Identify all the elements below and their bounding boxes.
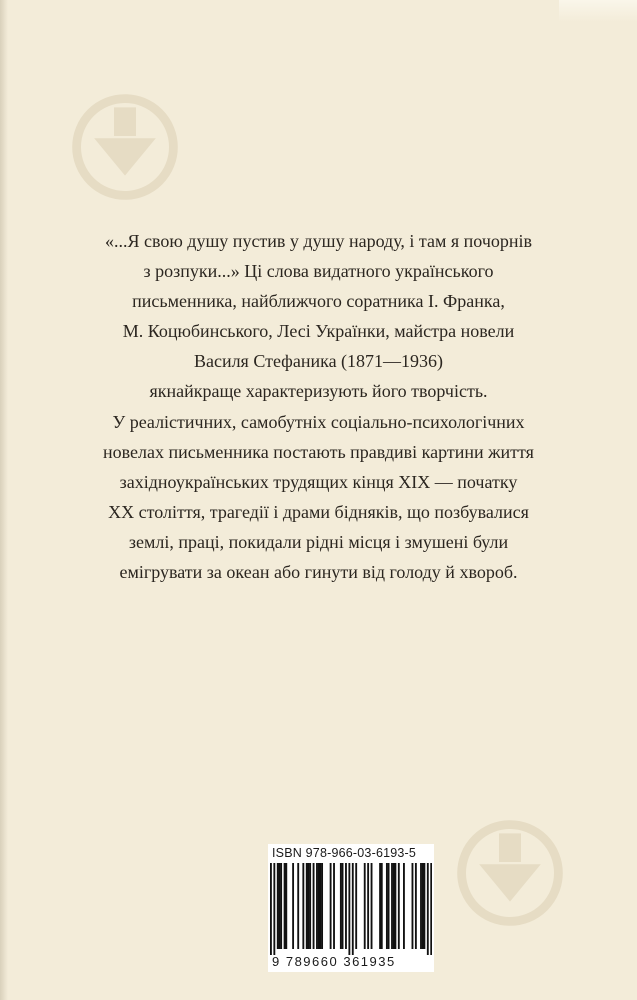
- barcode-bar: [270, 863, 272, 955]
- barcode-bar: [348, 863, 350, 955]
- blurb-line: М. Коцюбинського, Лесі Українки, майстра новели: [122, 321, 515, 342]
- barcode-bar: [277, 863, 279, 949]
- barcode-bar: [318, 863, 320, 949]
- barcode-bar: [381, 863, 383, 949]
- watermark-download-icon: [70, 92, 180, 202]
- paper-corner: [559, 0, 637, 22]
- barcode-bar: [306, 863, 308, 949]
- barcode-bar: [364, 863, 366, 949]
- barcode-bar: [340, 863, 342, 949]
- blurb-line: У реалістичних, самобутніх соціально-психологічних: [112, 411, 525, 432]
- barcode-bar: [280, 863, 282, 949]
- barcode-bar: [297, 863, 299, 949]
- barcode-bar: [422, 863, 424, 949]
- barcode-bar: [427, 863, 429, 955]
- barcode-digits: 9 789660 361935: [272, 954, 396, 969]
- barcode-bar: [367, 863, 369, 949]
- blurb-line: емігрувати за океан або гинути від голоду й хвороб.: [119, 562, 518, 583]
- barcode-bar: [388, 863, 390, 949]
- barcode-bar: [308, 863, 310, 949]
- barcode-bar: [345, 863, 347, 949]
- barcode-bar: [316, 863, 318, 949]
- barcode-bar: [393, 863, 395, 949]
- blurb-line: новелах письменника постають правдиві картини життя: [103, 441, 534, 462]
- barcode-bar: [319, 863, 321, 949]
- barcode-bar: [423, 863, 425, 949]
- barcode-bar: [313, 863, 315, 949]
- blurb-line: західноукраїнських трудящих кінця XIX — початку: [119, 471, 518, 492]
- blurb-line: якнайкраще характеризують його творчість.: [149, 381, 488, 402]
- barcode-bar: [430, 863, 432, 955]
- barcode-bar: [403, 863, 405, 949]
- blurb-line: з розпуки...» Ці слова видатного українського: [143, 261, 494, 282]
- barcode-bar: [394, 863, 396, 949]
- barcode-bar: [386, 863, 388, 949]
- barcode-bar: [420, 863, 422, 949]
- blurb-line: письменника, найближчого соратника І. Франка,: [132, 291, 505, 312]
- barcode-bar: [284, 863, 286, 949]
- blurb-line: XX століття, трагедії і драми бідняків, що позбувалися: [108, 501, 529, 522]
- isbn-label: ISBN 978-966-03-6193-5: [272, 846, 417, 860]
- barcode-bar: [352, 863, 354, 955]
- barcode-bar: [279, 863, 281, 949]
- barcode-bars: [270, 863, 432, 955]
- blurb-line: «...Я свою душу пустив у душу народу, і там я почорнів: [104, 231, 533, 251]
- barcode-bar: [371, 863, 373, 949]
- barcode-bar: [330, 863, 332, 949]
- barcode-bar: [342, 863, 344, 949]
- barcode-bar: [355, 863, 357, 949]
- barcode-bar: [391, 863, 393, 949]
- barcode-bar: [415, 863, 417, 949]
- barcode-bar: [302, 863, 304, 949]
- barcode-bar: [285, 863, 287, 949]
- barcode-bar: [273, 863, 275, 955]
- spine-edge: [0, 0, 8, 1000]
- barcode-bar: [321, 863, 323, 949]
- barcode-bar: [309, 863, 311, 949]
- barcode-bar: [398, 863, 400, 949]
- barcode-bar: [379, 863, 381, 949]
- barcode-bar: [333, 863, 335, 949]
- blurb-line: Василя Стефаника (1871—1936): [193, 351, 444, 372]
- barcode-bar: [292, 863, 294, 949]
- blurb-line: землі, праці, покидали рідні місця і змушені були: [128, 531, 509, 552]
- cover-blurb: [60, 226, 577, 587]
- isbn-barcode: [268, 844, 434, 972]
- barcode-bar: [412, 863, 414, 949]
- watermark-download-icon: [455, 818, 565, 928]
